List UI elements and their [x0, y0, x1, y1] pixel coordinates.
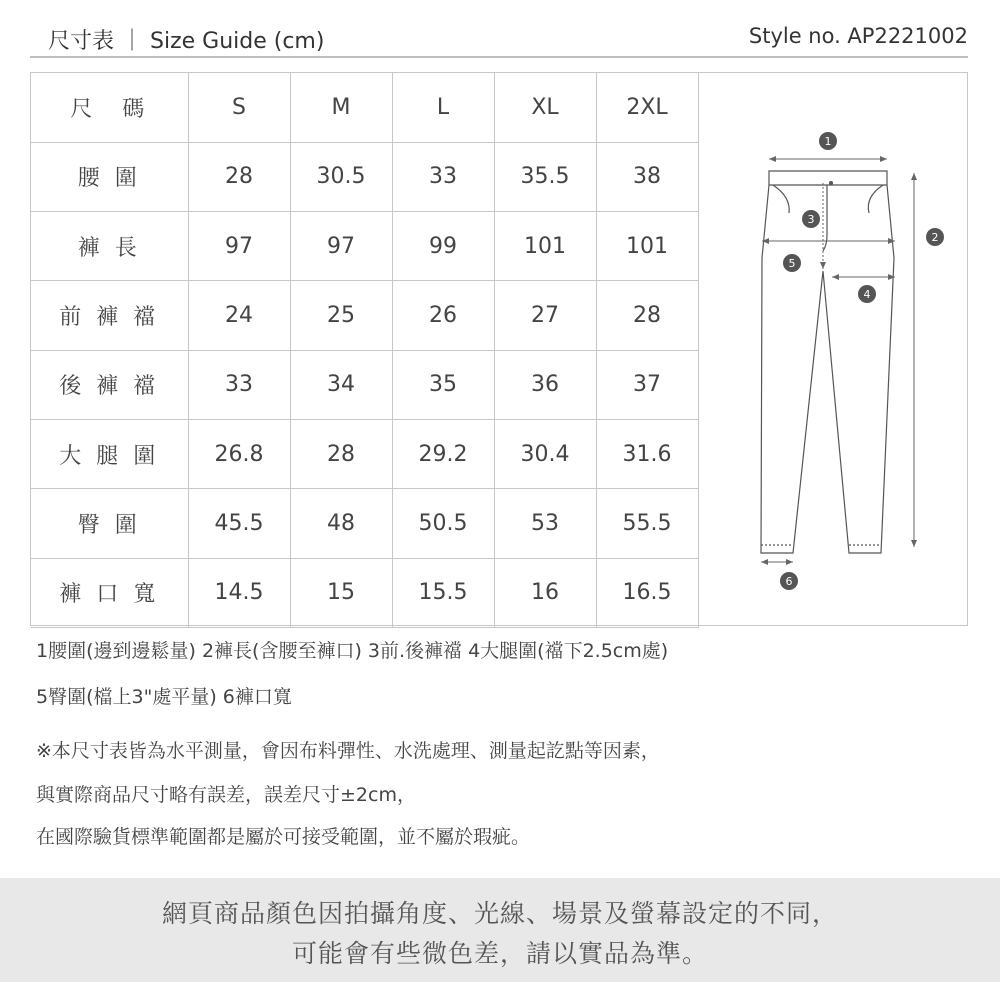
- row-label: 大 腿 圍: [31, 419, 188, 488]
- marker-3: [802, 210, 820, 228]
- table-cell: 50.5: [392, 489, 494, 558]
- marker-label: 1: [824, 135, 832, 148]
- table-cell: 30.4: [494, 419, 596, 488]
- arrow-icon: [911, 540, 917, 547]
- marker-6: [780, 572, 798, 590]
- marker-label: 2: [931, 231, 939, 244]
- arrow-icon: [786, 559, 793, 565]
- table-cell: 28: [596, 281, 698, 350]
- size-header: 2XL: [596, 73, 698, 142]
- footer-line-1: 網頁商品顏色因拍攝角度、光線、場景及螢幕設定的不同，: [161, 899, 838, 928]
- header: [30, 22, 968, 58]
- table-cell: 24: [188, 281, 290, 350]
- table-cell: 34: [290, 350, 392, 419]
- table-cell: 29.2: [392, 419, 494, 488]
- table-header-row: [31, 73, 698, 142]
- table-cell: 55.5: [596, 489, 698, 558]
- table-cell: 27: [494, 281, 596, 350]
- table-cell: 97: [290, 212, 392, 281]
- arrow-icon: [880, 156, 887, 162]
- size-header: XL: [494, 73, 596, 142]
- table-cell: 53: [494, 489, 596, 558]
- table-cell: 101: [494, 212, 596, 281]
- measurement-legend-1: 1腰圍(邊到邊鬆量) 2褲長(含腰至褲口) 3前.後褲襠 4大腿圍(襠下2.5cm處): [36, 640, 669, 662]
- marker-label: 5: [788, 257, 796, 270]
- marker-1: [819, 132, 837, 150]
- marker-4: [858, 285, 876, 303]
- size-header: S: [188, 73, 290, 142]
- table-cell: 101: [596, 212, 698, 281]
- waistband-outline: [769, 171, 887, 185]
- disclaimer-line-2: 與實際商品尺寸略有誤差，誤差尺寸±2cm，: [36, 784, 416, 806]
- size-chart: [30, 72, 968, 626]
- pocket-left: [773, 185, 789, 213]
- table-cell: 16: [494, 558, 596, 627]
- table-cell: 48: [290, 489, 392, 558]
- arrow-icon: [761, 559, 768, 565]
- table-cell: 36: [494, 350, 596, 419]
- corner-label: 尺 碼: [31, 73, 188, 142]
- arrow-icon: [911, 173, 917, 180]
- marker-2: [926, 228, 944, 246]
- marker-5: [783, 254, 801, 272]
- marker-label: 6: [785, 575, 793, 588]
- table-row: [31, 558, 698, 627]
- table-cell: 31.6: [596, 419, 698, 488]
- table-cell: 28: [290, 419, 392, 488]
- table-cell: 38: [596, 142, 698, 211]
- disclaimer-line-1: ※本尺寸表皆為水平測量，會因布料彈性、水洗處理、測量起訖點等因素，: [36, 740, 660, 762]
- table-cell: 15: [290, 558, 392, 627]
- button-icon: [829, 181, 833, 185]
- size-header: M: [290, 73, 392, 142]
- table-cell: 45.5: [188, 489, 290, 558]
- table-cell: 33: [188, 350, 290, 419]
- table-cell: 35.5: [494, 142, 596, 211]
- pants-outline: [761, 171, 894, 553]
- pants-diagram: [699, 73, 968, 625]
- row-label: 褲 長: [31, 212, 188, 281]
- row-label: 後 褲 襠: [31, 350, 188, 419]
- arrow-icon: [769, 156, 776, 162]
- table-cell: 16.5: [596, 558, 698, 627]
- measurement-legend-2: 5臀圍(檔上3"處平量) 6褲口寬: [36, 686, 292, 708]
- table-row: [31, 419, 698, 488]
- arrow-icon: [888, 274, 895, 280]
- row-label: 臀 圍: [31, 489, 188, 558]
- table-row: [31, 212, 698, 281]
- table-cell: 26.8: [188, 419, 290, 488]
- page-title: 尺寸表 ｜ Size Guide (cm): [48, 29, 325, 54]
- color-disclaimer-banner: [0, 878, 1000, 982]
- table-cell: 99: [392, 212, 494, 281]
- style-number: Style no. AP2221002: [748, 24, 968, 48]
- arrow-icon: [888, 238, 895, 244]
- arrow-icon: [820, 262, 826, 269]
- row-label: 前 褲 襠: [31, 281, 188, 350]
- table-cell: 15.5: [392, 558, 494, 627]
- arrow-icon: [832, 274, 839, 280]
- table-row: [31, 489, 698, 558]
- footer-line-2: 可能會有些微色差，請以實品為準。: [291, 939, 708, 968]
- table-cell: 97: [188, 212, 290, 281]
- table-cell: 25: [290, 281, 392, 350]
- arrow-heads: [761, 156, 917, 565]
- row-label: 腰 圍: [31, 142, 188, 211]
- size-table: [31, 73, 699, 628]
- size-header: L: [392, 73, 494, 142]
- table-cell: 37: [596, 350, 698, 419]
- disclaimer-line-3: 在國際驗貨標準範圍都是屬於可接受範圍，並不屬於瑕疵。: [36, 826, 531, 848]
- legs-outline: [761, 185, 894, 553]
- table-row: [31, 350, 698, 419]
- measure-lines: [761, 159, 914, 562]
- table-cell: 35: [392, 350, 494, 419]
- table-row: [31, 281, 698, 350]
- table-cell: 30.5: [290, 142, 392, 211]
- table-cell: 28: [188, 142, 290, 211]
- row-label: 褲 口 寬: [31, 558, 188, 627]
- table-cell: 33: [392, 142, 494, 211]
- table-row: [31, 142, 698, 211]
- marker-label: 4: [863, 288, 871, 301]
- pocket-right: [868, 185, 883, 213]
- table-cell: 26: [392, 281, 494, 350]
- table-cell: 14.5: [188, 558, 290, 627]
- marker-label: 3: [807, 213, 815, 226]
